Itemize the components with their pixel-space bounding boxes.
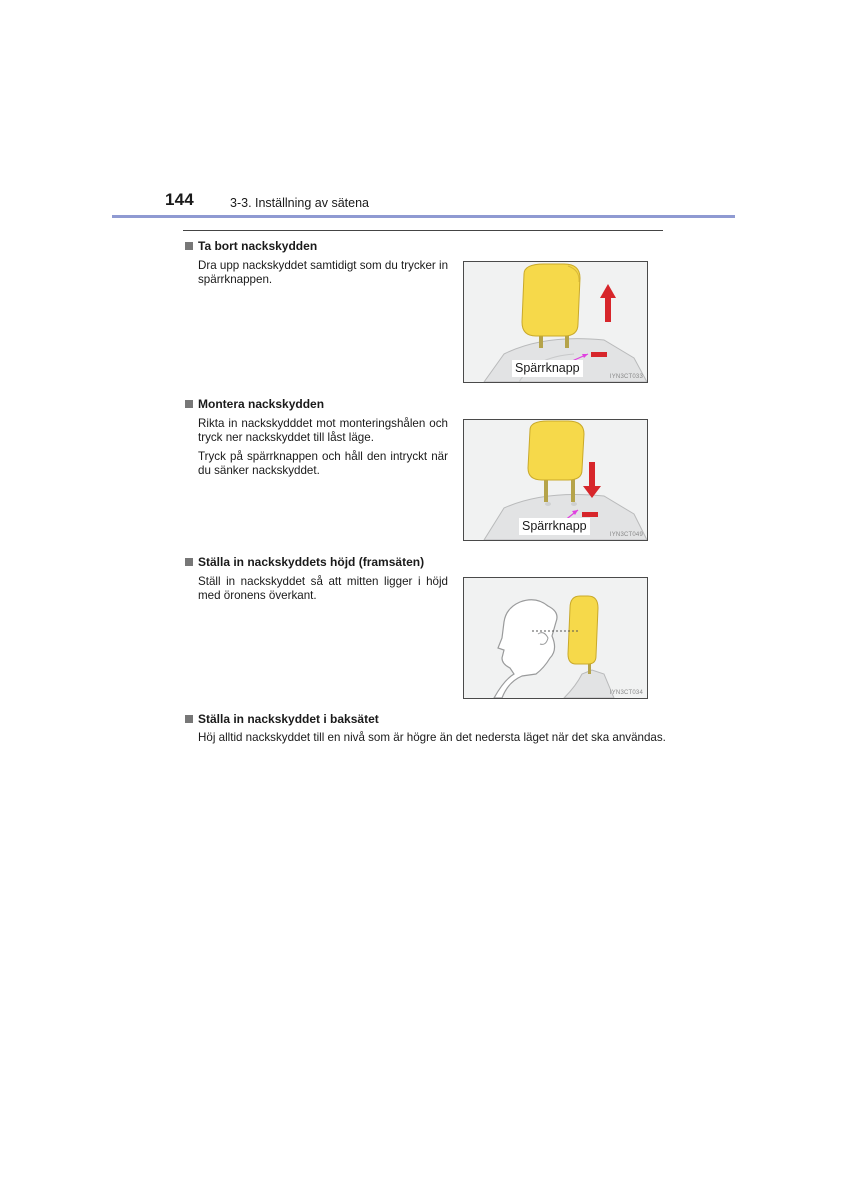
illustration-height — [464, 578, 647, 698]
heading-text: Ställa in nackskyddet i baksätet — [198, 712, 379, 726]
section-rule — [183, 230, 663, 231]
heading-text: Ställa in nackskyddets höjd (framsäten) — [198, 555, 425, 569]
section-text-install-2: Tryck på spärrknappen och håll den intryckt när du sänker nackskyddet. — [198, 450, 448, 477]
figure-code: IYN3CT034 — [609, 690, 643, 696]
page-number: 144 — [165, 190, 194, 209]
heading-text: Montera nackskydden — [198, 397, 325, 411]
callout-release-button: Spärrknapp — [512, 360, 583, 377]
figure-remove-headrest — [463, 261, 648, 383]
chapter-title: 3-3. Inställning av sätena — [230, 196, 369, 210]
heading-text: Ta bort nackskydden — [198, 239, 318, 253]
figure-code: IYN3CT049 — [609, 532, 643, 538]
section-heading-install — [185, 397, 324, 411]
bullet-square-icon — [185, 400, 193, 408]
header-rule — [112, 215, 735, 218]
callout-release-button: Spärrknapp — [519, 518, 590, 535]
section-text-remove: Dra upp nackskyddet samtidigt som du trycker in spärrknappen. — [198, 259, 449, 286]
section-text-install-1: Rikta in nackskydddet mot monteringshålen och tryck ner nackskyddet till låst läge. — [198, 417, 448, 444]
bullet-square-icon — [185, 715, 193, 723]
section-text-front-height: Ställ in nackskyddet så att mitten ligger i höjd med öronens överkant. — [198, 575, 448, 602]
figure-adjust-height — [463, 577, 648, 699]
section-text-rear: Höj alltid nackskyddet till en nivå som är högre än det nedersta läget när det ska användas. — [198, 731, 666, 744]
figure-code: IYN3CT033 — [609, 374, 643, 380]
down-arrow-icon — [583, 462, 601, 498]
section-heading-rear — [185, 712, 379, 726]
up-arrow-icon — [600, 284, 616, 322]
bullet-square-icon — [185, 558, 193, 566]
bullet-square-icon — [185, 242, 193, 250]
figure-install-headrest — [463, 419, 648, 541]
section-heading-remove — [185, 239, 317, 253]
section-heading-front-height — [185, 555, 424, 569]
